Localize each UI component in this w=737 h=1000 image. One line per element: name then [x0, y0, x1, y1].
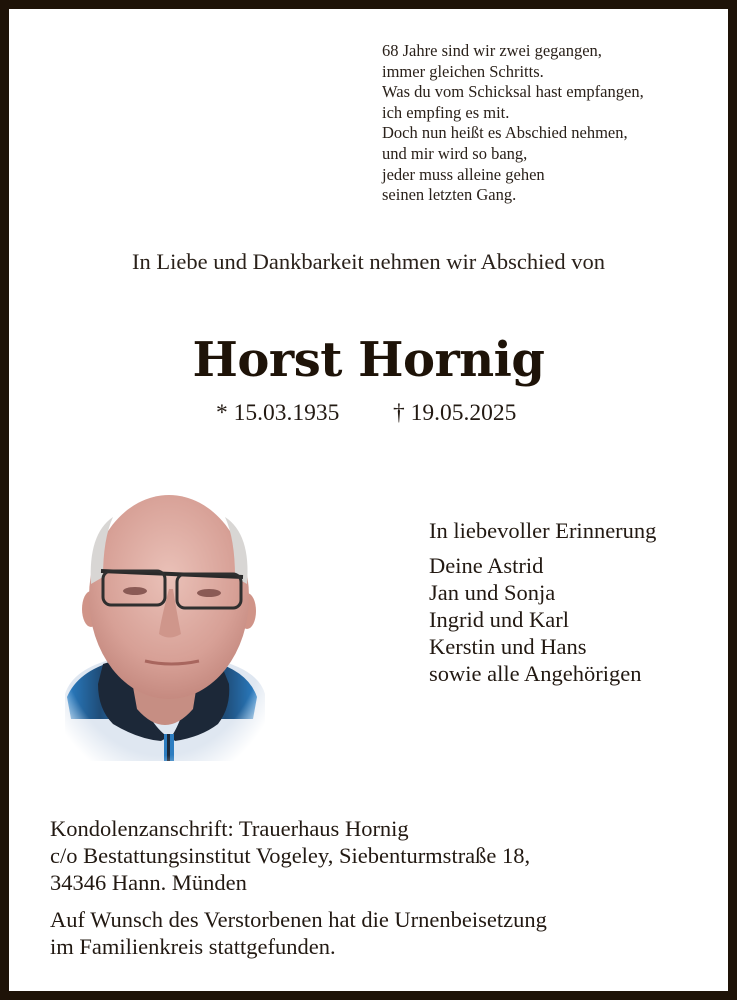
poem-line: immer gleichen Schritts. — [382, 61, 544, 81]
mourner-name: Jan und Sonja — [429, 580, 556, 605]
farewell-text: In Liebe und Dankbarkeit nehmen wir Abschied von — [132, 249, 605, 274]
portrait-illustration — [53, 479, 271, 761]
poem-line: Doch nun heißt es Abschied nehmen, — [382, 123, 628, 143]
note-line: im Familienkreis stattgefunden. — [50, 934, 336, 959]
address-line: c/o Bestattungsinstitut Vogeley, Siebenturmstraße 18, — [50, 843, 531, 868]
mourner-name: Deine Astrid — [429, 553, 544, 578]
mourner-name: sowie alle Angehörigen — [429, 661, 642, 686]
note-line: Auf Wunsch des Verstorbenen hat die Urnenbeisetzung — [50, 907, 547, 932]
mourners-list — [429, 517, 656, 687]
poem-line: ich empfing es mit. — [382, 102, 510, 122]
obituary-notice — [9, 9, 728, 991]
mourners-intro: In liebevoller Erinnerung — [429, 518, 657, 543]
poem — [382, 41, 644, 206]
death-date: † 19.05.2025 — [393, 400, 517, 426]
poem-line: Was du vom Schicksal hast empfangen, — [382, 82, 644, 102]
poem-line: jeder muss alleine gehen — [382, 164, 545, 184]
burial-note — [50, 906, 547, 960]
poem-line: 68 Jahre sind wir zwei gegangen, — [382, 41, 602, 60]
address-line: 34346 Hann. Münden — [50, 870, 247, 895]
address-line: Kondolenzanschrift: Trauerhaus Hornig — [50, 816, 409, 841]
mourner-name: Kerstin und Hans — [429, 634, 587, 659]
birth-date: * 15.03.1935 — [216, 400, 340, 426]
mourner-name: Ingrid und Karl — [429, 607, 569, 632]
poem-line: seinen letzten Gang. — [382, 185, 517, 205]
deceased-name: Horst Hornig — [192, 332, 545, 388]
poem-line: und mir wird so bang, — [382, 143, 528, 163]
condolence-address — [50, 815, 530, 896]
portrait-photo — [53, 479, 271, 761]
